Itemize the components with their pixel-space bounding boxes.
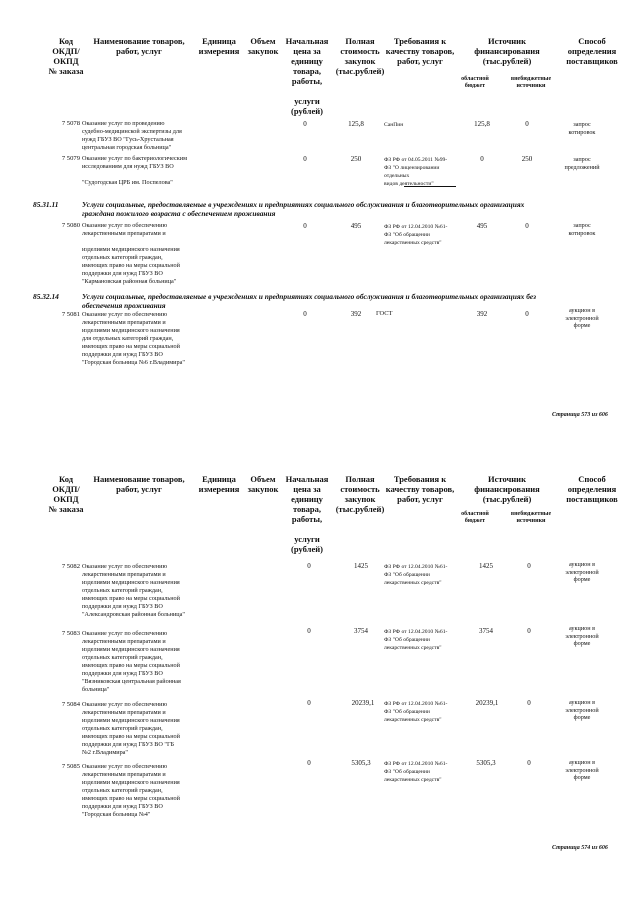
extrabudgetary: 250 bbox=[521, 155, 533, 163]
extrabudgetary: 0 bbox=[525, 222, 529, 230]
col-header-source: Источник финансирования (тыс.рублей) bbox=[474, 36, 540, 67]
col-header-price: Начальная цена за единицу товара, работы, услуги (рублей) bbox=[285, 474, 329, 555]
okved-description: Услуги социальные, предоставляемые в учреждениях и предприятиях социального обслуживания и благотворительных организациях граждана пожилого возраста с обеспечением проживания bbox=[82, 200, 525, 219]
order-code: 7 5084 bbox=[61, 701, 80, 708]
col-header-unit: Единица измерения bbox=[198, 36, 240, 57]
unit-price: 0 bbox=[303, 120, 307, 128]
item-name: Оказание услуг по проведению судебно-медицинской экспертизы для нужд ГБУЗ ВО "Гусь-Хрустальная центральная городская больница" bbox=[82, 120, 182, 151]
unit-price: 0 bbox=[303, 310, 307, 318]
total-cost: 125,8 bbox=[348, 120, 364, 128]
okved-description: Услуги социальные, предоставляемые в учреждениях и предприятиях социального обслуживания и благотворительных организациях без обеспечения проживания bbox=[82, 292, 536, 311]
col-header-name: Наименование товаров, работ, услуг bbox=[93, 36, 185, 57]
unit-price: 0 bbox=[307, 627, 311, 635]
unit-price: 0 bbox=[303, 222, 307, 230]
unit-price: 0 bbox=[307, 699, 311, 707]
col-header-cost: Полная стоимость закупок (тыс.рублей) bbox=[335, 474, 385, 515]
col-header-code: Код ОКДП/ ОКПД № заказа bbox=[48, 474, 84, 515]
order-code: 7 5079 bbox=[61, 155, 80, 162]
item-name: Оказание услуг по обеспечению лекарственными препаратами и изделиями медицинского назначения отдельных категорий граждан, имеющих право на меры социальной поддержки для нужд ГБУЗ ВО "Городская больница №4" bbox=[82, 763, 180, 818]
okved-code: 85.32.14 bbox=[33, 292, 59, 301]
order-code: 7 5080 bbox=[61, 222, 80, 229]
regional-budget: 495 bbox=[476, 222, 488, 230]
item-name: Оказание услуг по бактериологическим исследованиям для нужд ГБУЗ ВО "Судогодская ЦРБ им. Поспелова" bbox=[82, 155, 187, 186]
order-code: 7 5085 bbox=[61, 763, 80, 770]
col-header-method: Способ определения поставщиков bbox=[566, 474, 618, 505]
page-number: Страница 573 из 606 bbox=[552, 412, 608, 418]
quality-requirements: ФЗ РФ от 12.04.2010 №61- ФЗ "Об обращении лекарственных средств" bbox=[384, 701, 448, 724]
col-header-requirements: Требования к качеству товаров, работ, услуг bbox=[385, 36, 455, 67]
total-cost: 3754 bbox=[354, 627, 368, 635]
col-header-price: Начальная цена за единицу товара, работы, услуги (рублей) bbox=[285, 36, 329, 117]
item-name: Оказание услуг по обеспечению лекарственными препаратами и изделиями медицинского назначения отдельных категорий граждан, имеющих право на меры социальной поддержки для нужд ГБУЗ ВО "Вязниковская центральная районная больница" bbox=[82, 630, 181, 693]
procurement-method: запрос предложений bbox=[564, 156, 600, 171]
total-cost: 250 bbox=[350, 155, 362, 163]
order-code: 7 5081 bbox=[61, 311, 80, 318]
total-cost: 1425 bbox=[354, 562, 368, 570]
procurement-method: аукцион в электронной форме bbox=[565, 625, 599, 648]
col-header-volume: Объем закупок bbox=[247, 474, 279, 495]
total-cost: 5305,3 bbox=[351, 759, 371, 767]
regional-budget: 3754 bbox=[479, 627, 493, 635]
okved-code: 85.31.11 bbox=[33, 200, 59, 209]
order-code: 7 5078 bbox=[61, 120, 80, 127]
unit-price: 0 bbox=[307, 759, 311, 767]
page-number: Страница 574 из 606 bbox=[552, 845, 608, 851]
regional-budget: 1425 bbox=[479, 562, 493, 570]
order-code: 7 5082 bbox=[61, 563, 80, 570]
order-code: 7 5083 bbox=[61, 630, 80, 637]
item-name: Оказание услуг по обеспечению лекарственными препаратами и изделиями медицинского назначения отдельных категорий граждан, имеющих право на меры социальной поддержки для нужд ГБУЗ ВО "ГБ №2 г.Владимира" bbox=[82, 701, 180, 756]
extrabudgetary: 0 bbox=[527, 562, 531, 570]
quality-requirements: СанПин bbox=[384, 122, 404, 128]
item-name: Оказание услуг по обеспечению лекарственными препаратами и изделиями медицинского назначения отдельных категорий граждан, имеющих право на меры социальной поддержки для нужд ГБУЗ ВО "Кармановская районная больница" bbox=[82, 222, 180, 285]
procurement-method: аукцион в электронной форме bbox=[565, 759, 599, 782]
quality-requirements: ФЗ РФ от 04.05.2011 №99- ФЗ "О лицензировании отдельных видов деятельности" bbox=[384, 157, 448, 188]
col-header-code: Код ОКДП/ ОКПД № заказа bbox=[48, 36, 84, 77]
underline-rule bbox=[404, 186, 456, 187]
extrabudgetary: 0 bbox=[527, 759, 531, 767]
extrabudgetary: 0 bbox=[525, 310, 529, 318]
extrabudgetary: 0 bbox=[527, 699, 531, 707]
extrabudgetary: 0 bbox=[525, 120, 529, 128]
col-header-unit: Единица измерения bbox=[198, 474, 240, 495]
col-header-source-regional: областной бюджет bbox=[461, 511, 489, 524]
extrabudgetary: 0 bbox=[527, 627, 531, 635]
procurement-method: запрос котировок bbox=[568, 121, 596, 136]
quality-requirements: ГОСТ bbox=[376, 310, 393, 317]
col-header-source-extra: внебюджетные источники bbox=[510, 76, 552, 89]
col-header-method: Способ определения поставщиков bbox=[566, 36, 618, 67]
total-cost: 20239,1 bbox=[351, 699, 375, 707]
item-name: Оказание услуг по обеспечению лекарственными препаратами и изделиями медицинского назначения отдельных категорий граждан, имеющих право на меры социальной поддержки для нужд ГБУЗ ВО "Александровская районная больница" bbox=[82, 563, 185, 618]
procurement-method: аукцион в электронной форме bbox=[565, 307, 599, 330]
unit-price: 0 bbox=[307, 562, 311, 570]
col-header-source-extra: внебюджетные источники bbox=[510, 511, 552, 524]
regional-budget: 20239,1 bbox=[475, 699, 499, 707]
quality-requirements: ФЗ РФ от 12.04.2010 №61- ФЗ "Об обращении лекарственных средств" bbox=[384, 224, 448, 247]
quality-requirements: ФЗ РФ от 12.04.2010 №61- ФЗ "Об обращении лекарственных средств" bbox=[384, 761, 448, 784]
total-cost: 495 bbox=[350, 222, 362, 230]
col-header-source-regional: областной бюджет bbox=[461, 76, 489, 89]
col-header-volume: Объем закупок bbox=[247, 36, 279, 57]
regional-budget: 125,8 bbox=[474, 120, 490, 128]
col-header-source: Источник финансирования (тыс.рублей) bbox=[474, 474, 540, 505]
item-name: Оказание услуг по обеспечению лекарственными препаратами и изделиями медицинского назначения для отдельных категорий граждан, имеющих право на меры социальной поддержки для нужд ГБУЗ ВО "Городская больница №6 г.Владимира" bbox=[82, 311, 185, 366]
total-cost: 392 bbox=[350, 310, 362, 318]
regional-budget: 0 bbox=[480, 155, 484, 163]
procurement-method: запрос котировок bbox=[568, 222, 596, 237]
procurement-method: аукцион в электронной форме bbox=[565, 561, 599, 584]
quality-requirements: ФЗ РФ от 12.04.2010 №61- ФЗ "Об обращении лекарственных средств" bbox=[384, 564, 448, 587]
regional-budget: 5305,3 bbox=[476, 759, 496, 767]
regional-budget: 392 bbox=[476, 310, 488, 318]
col-header-name: Наименование товаров, работ, услуг bbox=[93, 474, 185, 495]
col-header-cost: Полная стоимость закупок (тыс.рублей) bbox=[335, 36, 385, 77]
procurement-method: аукцион в электронной форме bbox=[565, 699, 599, 722]
unit-price: 0 bbox=[303, 155, 307, 163]
quality-requirements: ФЗ РФ от 12.04.2010 №61- ФЗ "Об обращении лекарственных средств" bbox=[384, 629, 448, 652]
col-header-requirements: Требования к качеству товаров, работ, услуг bbox=[385, 474, 455, 505]
